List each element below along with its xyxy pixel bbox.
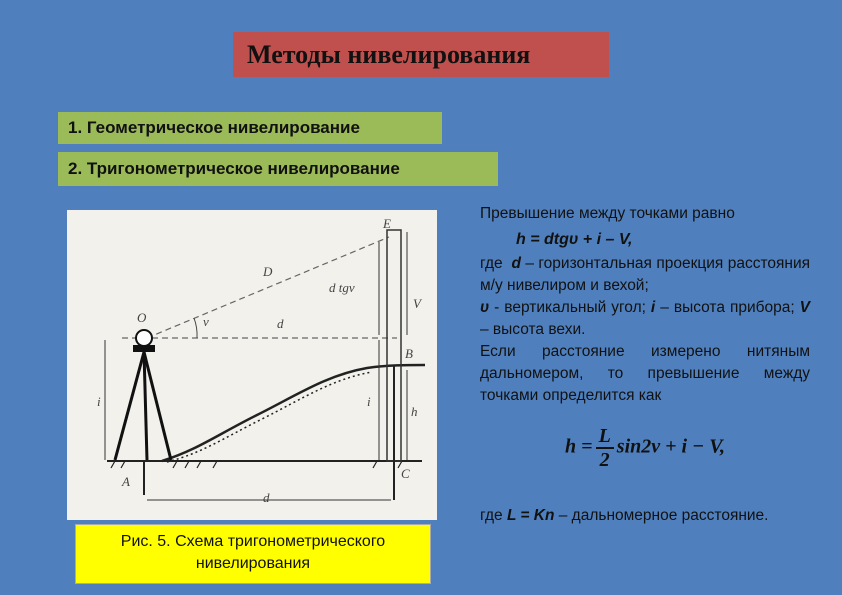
- instrument-base: [133, 345, 155, 352]
- i-description: – высота прибора;: [655, 299, 800, 316]
- tripod: [115, 352, 171, 460]
- figure-caption: Рис. 5. Схема тригонометрического нивелирования: [75, 524, 431, 584]
- label-c: C: [401, 466, 410, 481]
- l-description: – дальномерное расстояние.: [554, 507, 769, 524]
- terrain-hatch: [167, 372, 372, 462]
- where-word: где: [480, 255, 503, 272]
- label-d-bottom: d: [263, 490, 270, 505]
- formula2-lhs: h =: [565, 435, 593, 458]
- label-i-left: i: [97, 394, 101, 409]
- label-a: A: [122, 474, 130, 489]
- d-description: – горизонтальная проекция расстояния м/у нивелиром и вехой;: [480, 255, 810, 294]
- l-equals-kn: L = Kn: [506, 507, 555, 524]
- formula-sin2v: [480, 425, 810, 471]
- v-symbol: V: [799, 299, 810, 316]
- label-nu: ν: [203, 314, 209, 329]
- vertical-angle-arc: [194, 318, 197, 338]
- where-d-line: [480, 253, 810, 297]
- nu-description: - вертикальный угол;: [489, 299, 651, 316]
- rangefinder-text: Если расстояние измерено нитяным дальномером, то превышение между точками определится как: [480, 343, 810, 404]
- label-e: E: [383, 216, 391, 231]
- slide-title: Методы нивелирования: [233, 32, 609, 77]
- formula2-rhs: sin2ν + i − V,: [616, 435, 725, 458]
- trig-leveling-figure: [67, 210, 437, 520]
- formula-dtg: h = dtgυ + i – V,: [516, 231, 633, 248]
- ground-hatch: [111, 461, 402, 468]
- label-dtgv: d tgν: [329, 280, 355, 295]
- v-description: – высота вехи.: [480, 321, 586, 338]
- nu-symbol: υ: [480, 299, 490, 316]
- where-l-line: [480, 505, 810, 527]
- label-d-upper: D: [263, 264, 273, 279]
- method-geometric: 1. Геометрическое нивелирование: [58, 112, 442, 144]
- formula2-numerator: L: [596, 425, 614, 449]
- nu-i-v-line: [480, 297, 810, 341]
- d-symbol: d: [511, 255, 521, 272]
- formula2-denominator: 2: [599, 449, 610, 471]
- label-d-top: d: [277, 316, 284, 331]
- label-o: O: [137, 310, 147, 325]
- intro-line: Превышение между точками равно: [480, 205, 735, 222]
- label-i-right: i: [367, 394, 371, 409]
- where-word-2: где: [480, 507, 507, 524]
- i-symbol: i: [650, 299, 656, 316]
- formula2-fraction: [596, 425, 614, 471]
- label-v: V: [413, 296, 421, 311]
- label-h: h: [411, 404, 418, 419]
- explanation-text: [480, 203, 810, 527]
- label-b: B: [405, 346, 413, 361]
- leveling-diagram: [67, 210, 437, 520]
- method-trigonometric: 2. Тригонометрическое нивелирование: [58, 152, 498, 186]
- level-instrument: [136, 330, 152, 346]
- terrain-profile: [162, 365, 425, 461]
